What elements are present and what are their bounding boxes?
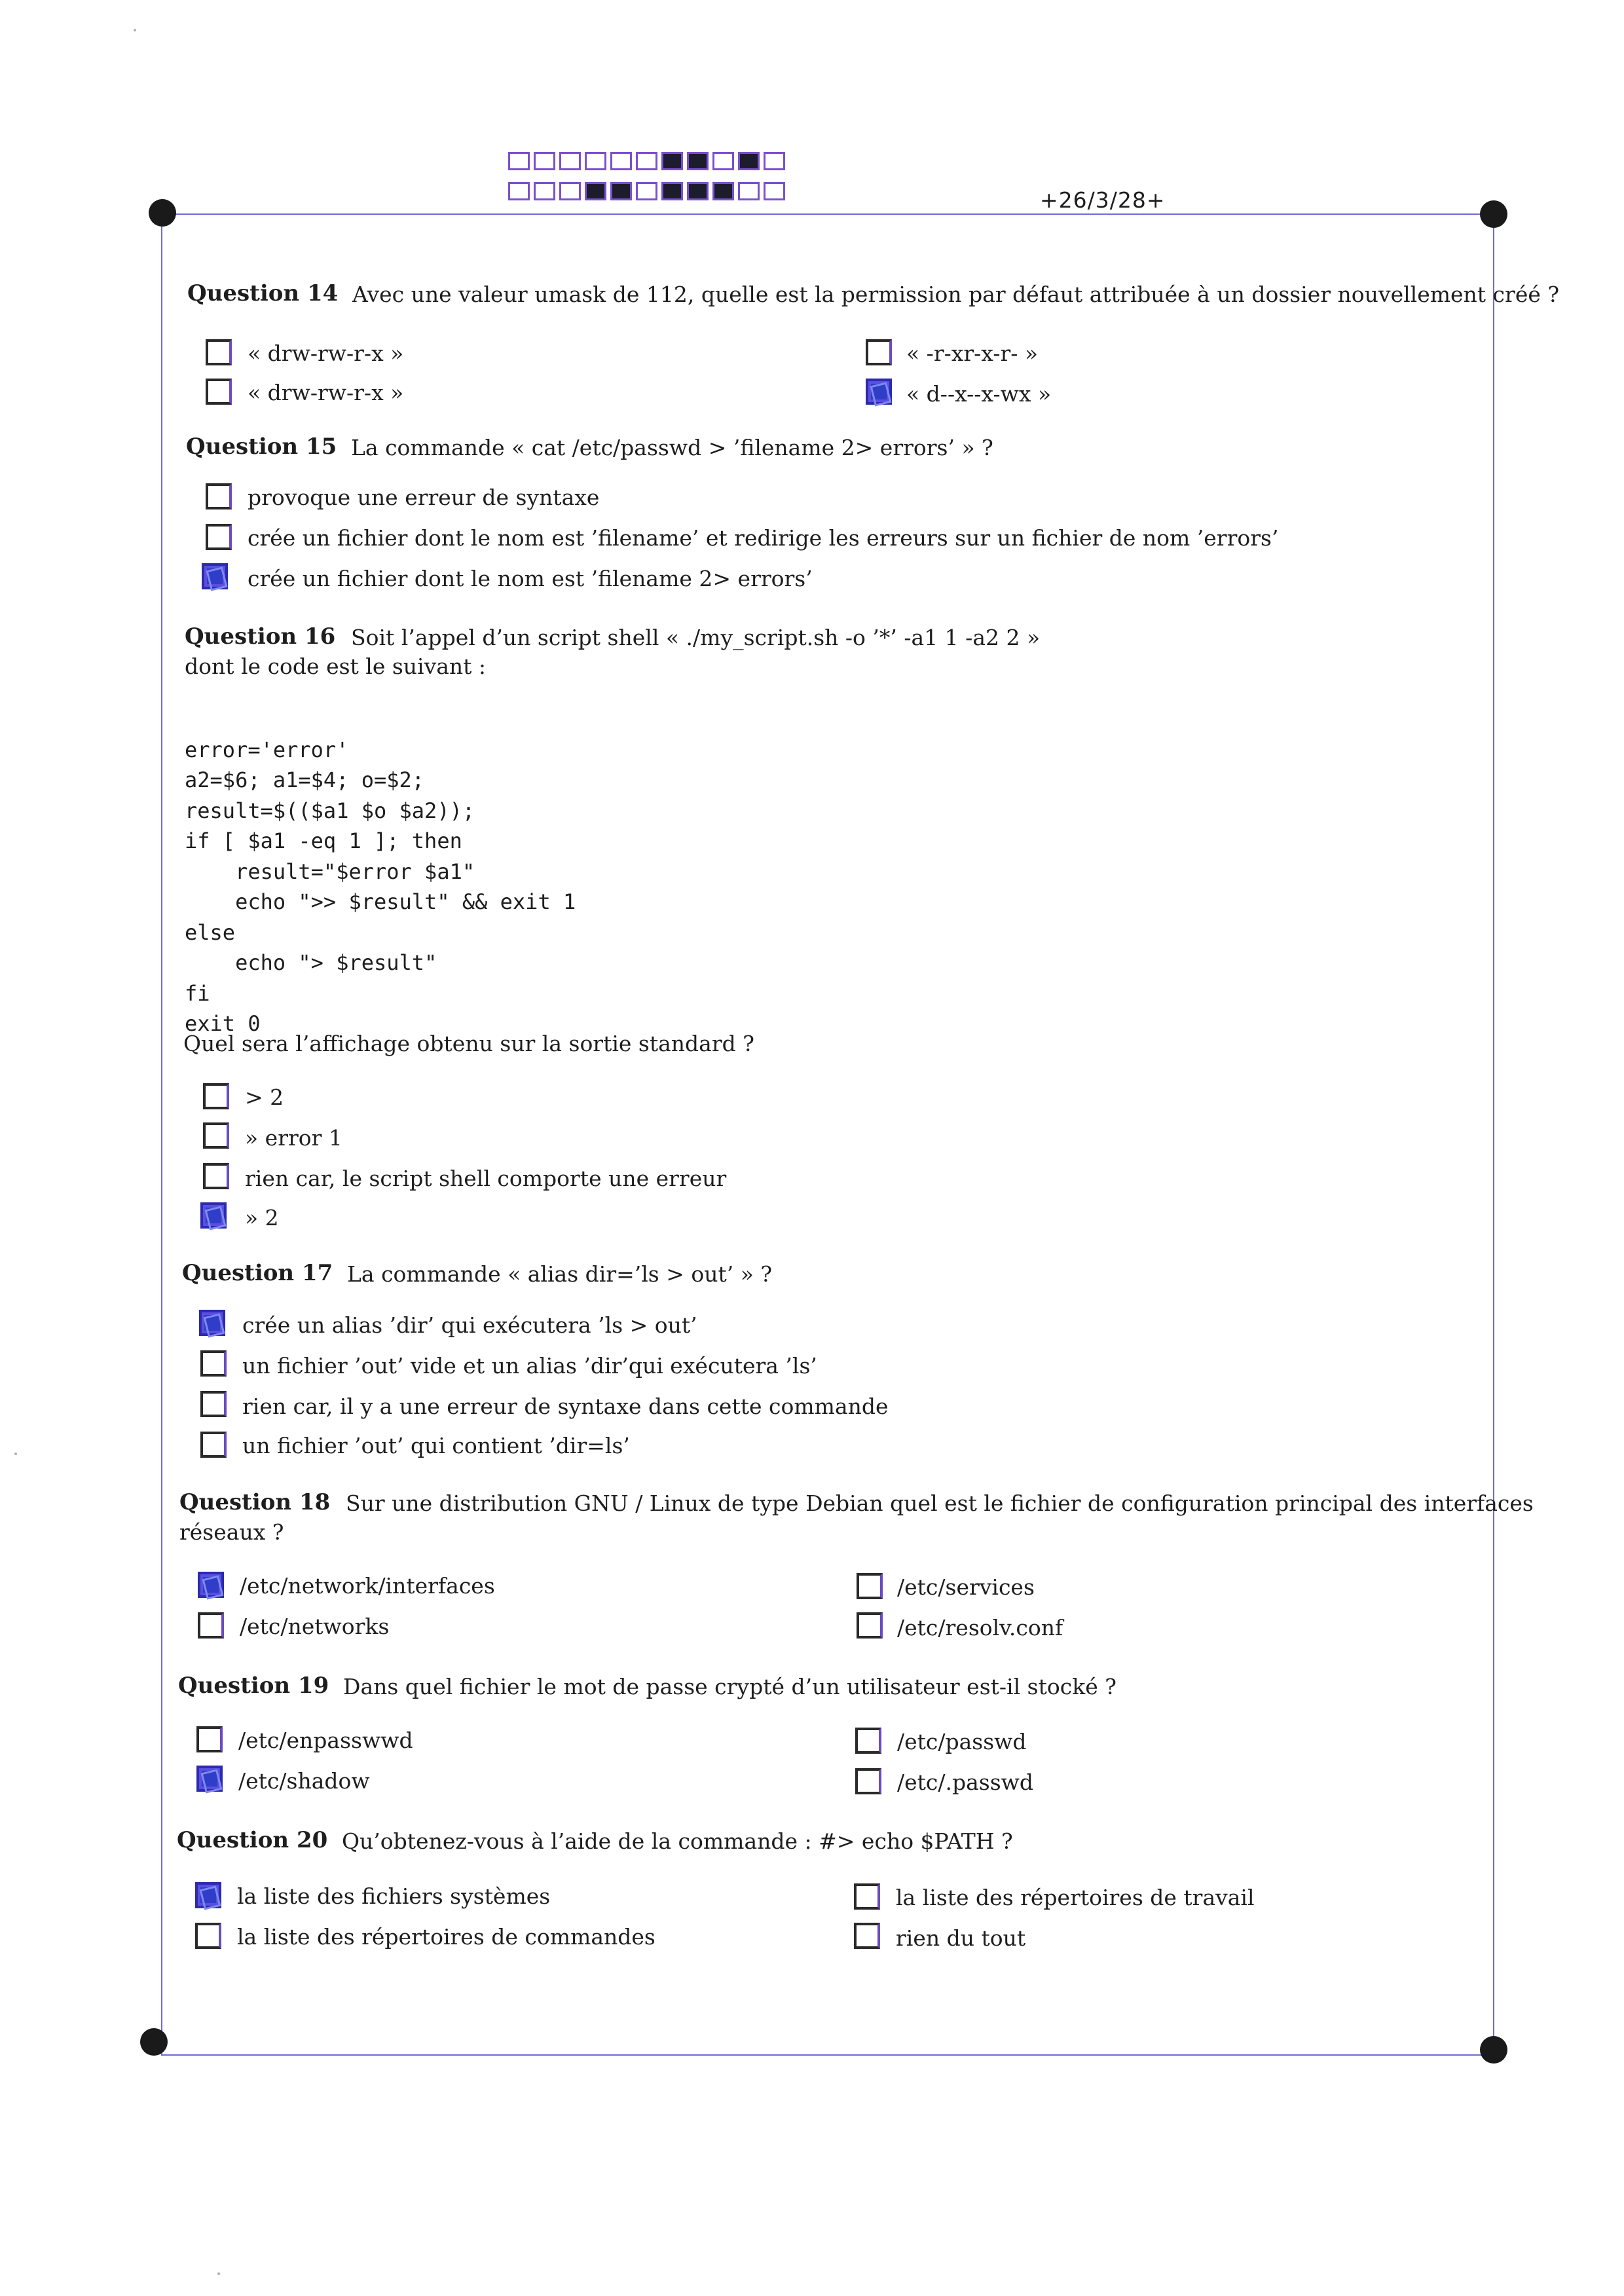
q15-answer-3-checkbox[interactable] [202, 563, 228, 589]
barcode-cell [661, 152, 683, 170]
question-15-text: La commande « cat /etc/passwd > ’filename 2> errors’ » ? [351, 435, 993, 460]
question-19-label: Question 19 [178, 1673, 329, 1699]
barcode-cell [559, 152, 581, 170]
q19-answer-3-checkbox[interactable] [855, 1728, 881, 1754]
q15-answer-2-text: crée un fichier dont le nom est ’filename’ et redirige les erreurs sur un fichier de nom ’errors’ [248, 525, 1279, 551]
q20-answer-4-checkbox[interactable] [854, 1923, 880, 1949]
code-line: result="$error $a1" [185, 859, 475, 884]
code-block [185, 704, 576, 1069]
q19-answer-1-checkbox[interactable] [196, 1726, 223, 1752]
question-20-label: Question 20 [177, 1827, 328, 1853]
question-17-text: La commande « alias dir=’ls > out’ » ? [347, 1261, 773, 1287]
q14-answer-2-checkbox[interactable] [206, 379, 232, 405]
q16-answer-3-checkbox[interactable] [203, 1163, 229, 1189]
q18-answer-1-text: /etc/network/interfaces [240, 1573, 495, 1599]
q20-answer-1-checkbox[interactable] [195, 1882, 221, 1908]
code-line: error='error' [185, 737, 349, 762]
question-16-text-continued: dont le code est le suivant : [185, 654, 487, 679]
scan-speck [134, 29, 136, 31]
q20-answer-4-text: rien du tout [896, 1925, 1026, 1951]
question-20-text: Qu’obtenez-vous à l’aide de la commande : #> echo $PATH ? [342, 1828, 1013, 1854]
q14-answer-1-text: « drw-rw-r-x » [248, 341, 404, 366]
question-15-label: Question 15 [186, 434, 337, 460]
barcode-cell [559, 182, 581, 200]
q19-answer-4-text: /etc/.passwd [897, 1769, 1034, 1795]
q18-answer-4-text: /etc/resolv.conf [897, 1615, 1063, 1640]
q17-answer-4-text: un fichier ’out’ qui contient ’dir=ls’ [242, 1433, 630, 1458]
code-line: else [185, 919, 236, 945]
q14-answer-4-checkbox[interactable] [866, 379, 892, 405]
code-line: a2=$6; a1=$4; o=$2; [185, 768, 425, 792]
q16-answer-2-text: » error 1 [245, 1125, 342, 1151]
q18-answer-1-checkbox[interactable] [198, 1572, 224, 1598]
q17-answer-4-checkbox[interactable] [200, 1432, 227, 1458]
corner-mark-bottom-left [140, 2028, 168, 2056]
barcode-cell [534, 182, 555, 200]
barcode-cell [687, 182, 709, 200]
q18-answer-2-checkbox[interactable] [198, 1612, 224, 1639]
barcode-cell [687, 152, 709, 170]
q17-answer-2-text: un fichier ’out’ vide et un alias ’dir’qui exécutera ’ls’ [242, 1353, 817, 1379]
scan-speck [217, 2272, 220, 2275]
barcode-cell [764, 182, 785, 200]
question-16-text: Soit l’appel d’un script shell « ./my_script.sh -o ’*’ -a1 1 -a2 2 » [351, 625, 1041, 650]
barcode-cell [738, 152, 760, 170]
barcode-cell [712, 152, 734, 170]
corner-mark-top-right [1480, 200, 1507, 228]
barcode-cell [636, 182, 657, 200]
q17-answer-3-checkbox[interactable] [200, 1391, 227, 1417]
barcode-cell [764, 152, 785, 170]
q19-answer-2-text: /etc/shadow [238, 1768, 370, 1794]
q18-answer-3-checkbox[interactable] [857, 1573, 883, 1599]
barcode-cell [610, 152, 632, 170]
barcode-cell [636, 152, 657, 170]
code-line: echo ">> $result" && exit 1 [185, 889, 576, 914]
question-16-label: Question 16 [185, 623, 336, 650]
barcode-cell [661, 182, 683, 200]
q19-answer-2-checkbox[interactable] [196, 1766, 223, 1792]
q15-answer-1-text: provoque une erreur de syntaxe [248, 485, 600, 510]
q16-answer-3-text: rien car, le script shell comporte une erreur [245, 1166, 727, 1191]
q19-answer-4-checkbox[interactable] [855, 1768, 881, 1794]
scan-speck [14, 1453, 17, 1455]
q20-answer-2-text: la liste des répertoires de commandes [237, 1924, 655, 1950]
q15-answer-1-checkbox[interactable] [206, 483, 232, 509]
barcode-cell [508, 152, 530, 170]
question-18-text: Sur une distribution GNU / Linux de type Debian quel est le fichier de configuration principal des interfaces [346, 1491, 1534, 1516]
code-line: fi [185, 980, 210, 1006]
q16-answer-2-checkbox[interactable] [203, 1122, 229, 1149]
q19-answer-3-text: /etc/passwd [897, 1729, 1027, 1754]
q18-answer-4-checkbox[interactable] [857, 1612, 883, 1639]
page-id: +26/3/28+ [1040, 187, 1166, 213]
barcode-cell [712, 182, 734, 200]
code-line: exit 0 [185, 1011, 261, 1036]
question-14-text: Avec une valeur umask de 112, quelle est la permission par défaut attribuée à un dossier nouvellement créé ? [352, 282, 1560, 307]
question-17-label: Question 17 [182, 1260, 333, 1286]
corner-mark-top-left [149, 199, 176, 227]
q14-answer-1-checkbox[interactable] [206, 339, 232, 365]
barcode-row-2 [508, 182, 785, 200]
code-line: if [ $a1 -eq 1 ]; then [185, 828, 462, 853]
q17-answer-1-checkbox[interactable] [199, 1310, 225, 1336]
q14-answer-4-text: « d--x--x-wx » [906, 381, 1052, 407]
corner-mark-bottom-right [1480, 2036, 1507, 2064]
question-19-text: Dans quel fichier le mot de passe crypté d’un utilisateur est-il stocké ? [343, 1674, 1116, 1699]
q20-answer-3-checkbox[interactable] [854, 1883, 880, 1910]
q20-answer-1-text: la liste des fichiers systèmes [237, 1883, 551, 1909]
question-18-text-continued: réseaux ? [179, 1519, 284, 1545]
q16-answer-4-checkbox[interactable] [200, 1202, 227, 1229]
q17-answer-1-text: crée un alias ’dir’ qui exécutera ’ls > out’ [242, 1312, 697, 1338]
barcode-cell [508, 182, 530, 200]
q16-answer-1-checkbox[interactable] [203, 1083, 229, 1109]
barcode-cell [738, 182, 760, 200]
barcode-row-1 [508, 152, 785, 170]
question-18-label: Question 18 [179, 1489, 331, 1515]
q14-answer-3-text: « -r-xr-x-r- » [906, 341, 1039, 366]
barcode-cell [610, 182, 632, 200]
question-16-prompt: Quel sera l’affichage obtenu sur la sortie standard ? [183, 1031, 754, 1056]
q16-answer-1-text: > 2 [245, 1084, 284, 1110]
q14-answer-3-checkbox[interactable] [866, 339, 892, 365]
code-line: echo "> $result" [185, 950, 437, 975]
q20-answer-3-text: la liste des répertoires de travail [896, 1885, 1255, 1910]
q17-answer-3-text: rien car, il y a une erreur de syntaxe dans cette commande [242, 1394, 889, 1419]
barcode-cell [534, 152, 555, 170]
q20-answer-2-checkbox[interactable] [195, 1923, 221, 1949]
q14-answer-2-text: « drw-rw-r-x » [248, 380, 404, 405]
barcode-cell [585, 152, 606, 170]
barcode-cell [585, 182, 606, 200]
q18-answer-2-text: /etc/networks [240, 1614, 390, 1639]
q16-answer-4-text: » 2 [245, 1205, 279, 1231]
question-14-label: Question 14 [187, 280, 339, 306]
q15-answer-3-text: crée un fichier dont le nom est ’filename 2> errors’ [248, 566, 813, 591]
q15-answer-2-checkbox[interactable] [206, 524, 232, 550]
q18-answer-3-text: /etc/services [897, 1574, 1035, 1600]
code-line: result=$(($a1 $o $a2)); [185, 798, 475, 823]
q19-answer-1-text: /etc/enpasswwd [238, 1728, 413, 1753]
q17-answer-2-checkbox[interactable] [200, 1350, 227, 1377]
